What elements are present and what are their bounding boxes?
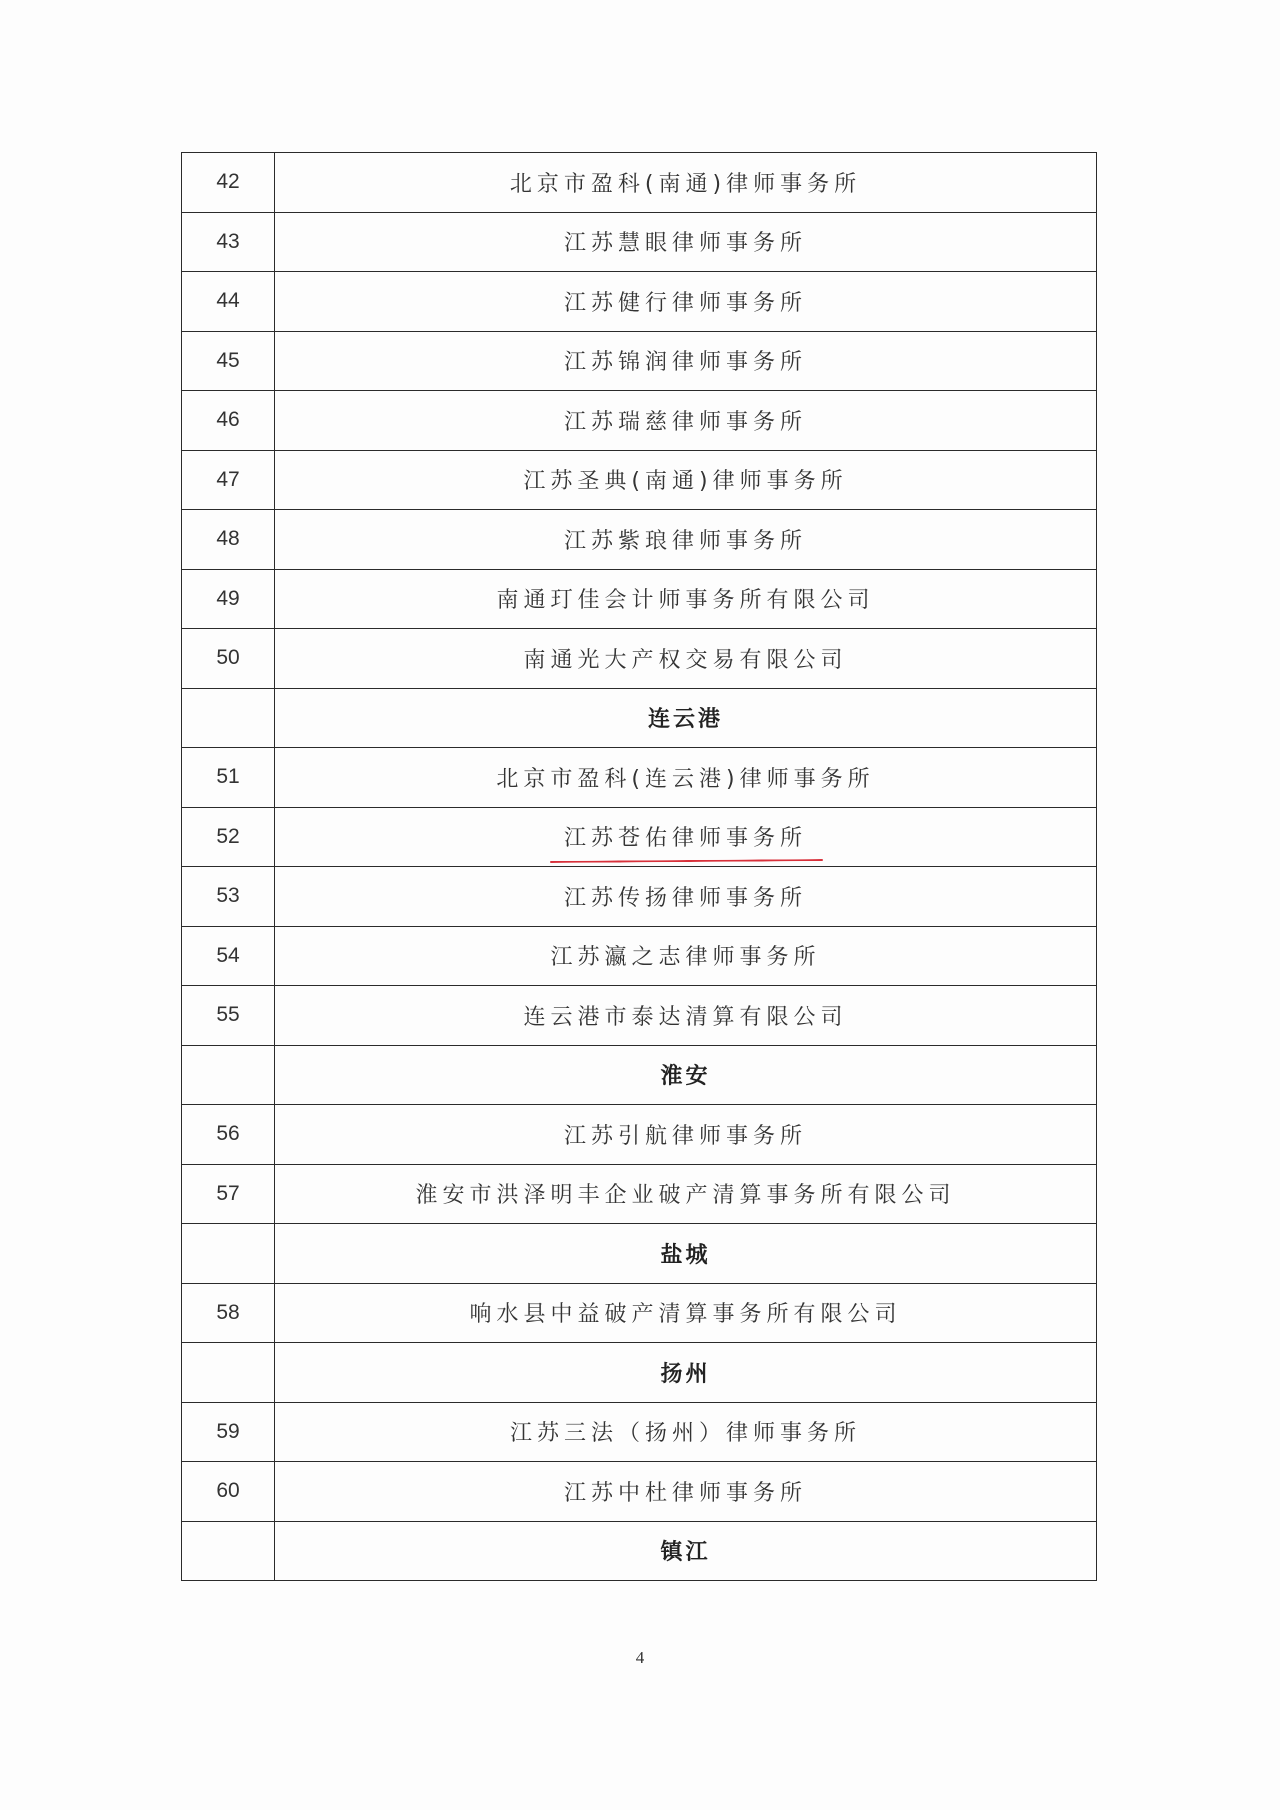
firm-name: 连云港市泰达清算有限公司: [275, 986, 1097, 1046]
firm-name: 江苏瑞慈律师事务所: [275, 391, 1097, 451]
firm-name: 江苏传扬律师事务所: [275, 867, 1097, 927]
row-number: 50: [182, 629, 275, 689]
firm-name: 南通玎佳会计师事务所有限公司: [275, 569, 1097, 629]
region-header-row: [182, 1343, 1097, 1403]
firm-name: 江苏圣典(南通)律师事务所: [275, 450, 1097, 510]
table-row: [182, 569, 1097, 629]
firm-name: 江苏健行律师事务所: [275, 272, 1097, 332]
table-row: [182, 1462, 1097, 1522]
row-number: [182, 1343, 275, 1403]
table-row: [182, 1105, 1097, 1165]
row-number: 45: [182, 331, 275, 391]
row-number: [182, 1224, 275, 1284]
firm-name: 江苏锦润律师事务所: [275, 331, 1097, 391]
firm-name: 江苏三法（扬州）律师事务所: [275, 1402, 1097, 1462]
region-name: 盐城: [275, 1224, 1097, 1284]
region-name: 淮安: [275, 1045, 1097, 1105]
underlined-firm-name: [564, 821, 807, 852]
table-row: [182, 1402, 1097, 1462]
row-number: 59: [182, 1402, 275, 1462]
firm-name: 江苏苍佑律师事务所: [563, 826, 807, 852]
table-row: [182, 748, 1097, 808]
row-number: 60: [182, 1462, 275, 1522]
firm-name: 北京市盈科(连云港)律师事务所: [275, 748, 1097, 808]
row-number: 49: [182, 569, 275, 629]
region-name: 扬州: [275, 1343, 1097, 1403]
table-row: [182, 272, 1097, 332]
firm-name: 江苏瀛之志律师事务所: [275, 926, 1097, 986]
firm-name: 江苏紫琅律师事务所: [275, 510, 1097, 570]
row-number: 58: [182, 1283, 275, 1343]
table-row: [182, 926, 1097, 986]
row-number: 44: [182, 272, 275, 332]
table-row: [182, 450, 1097, 510]
table-row: [182, 807, 1097, 867]
region-name: 连云港: [275, 688, 1097, 748]
row-number: 52: [182, 807, 275, 867]
table-row: [182, 1283, 1097, 1343]
table-row: [182, 331, 1097, 391]
region-header-row: [182, 688, 1097, 748]
row-number: [182, 1045, 275, 1105]
row-number: 54: [182, 926, 275, 986]
row-number: 55: [182, 986, 275, 1046]
table-row: [182, 867, 1097, 927]
firm-list-table: [181, 152, 1097, 1581]
region-header-row: [182, 1521, 1097, 1581]
red-underline-annotation: [550, 859, 823, 863]
firm-name: 北京市盈科(南通)律师事务所: [275, 153, 1097, 213]
row-number: [182, 1521, 275, 1581]
row-number: [182, 688, 275, 748]
row-number: 46: [182, 391, 275, 451]
row-number: 43: [182, 212, 275, 272]
row-number: 53: [182, 867, 275, 927]
table-row: [182, 986, 1097, 1046]
row-number: 51: [182, 748, 275, 808]
region-header-row: [182, 1224, 1097, 1284]
firm-name: 南通光大产权交易有限公司: [275, 629, 1097, 689]
row-number: 48: [182, 510, 275, 570]
page-number: 4: [635, 1648, 645, 1667]
firm-name: 响水县中益破产清算事务所有限公司: [275, 1283, 1097, 1343]
firm-name: 淮安市洪泽明丰企业破产清算事务所有限公司: [275, 1164, 1097, 1224]
table-row: [182, 212, 1097, 272]
firm-name: 江苏引航律师事务所: [275, 1105, 1097, 1165]
row-number: 47: [182, 450, 275, 510]
region-name: 镇江: [275, 1521, 1097, 1581]
table-row: [182, 510, 1097, 570]
region-header-row: [182, 1045, 1097, 1105]
row-number: 57: [182, 1164, 275, 1224]
firm-name: 江苏慧眼律师事务所: [275, 212, 1097, 272]
firm-name: 江苏中杜律师事务所: [275, 1462, 1097, 1522]
table-row: [182, 629, 1097, 689]
row-number: 42: [182, 153, 275, 213]
table-row: [182, 153, 1097, 213]
table-row: [182, 1164, 1097, 1224]
row-number: 56: [182, 1105, 275, 1165]
table-row: [182, 391, 1097, 451]
firm-name-cell: [275, 807, 1097, 867]
